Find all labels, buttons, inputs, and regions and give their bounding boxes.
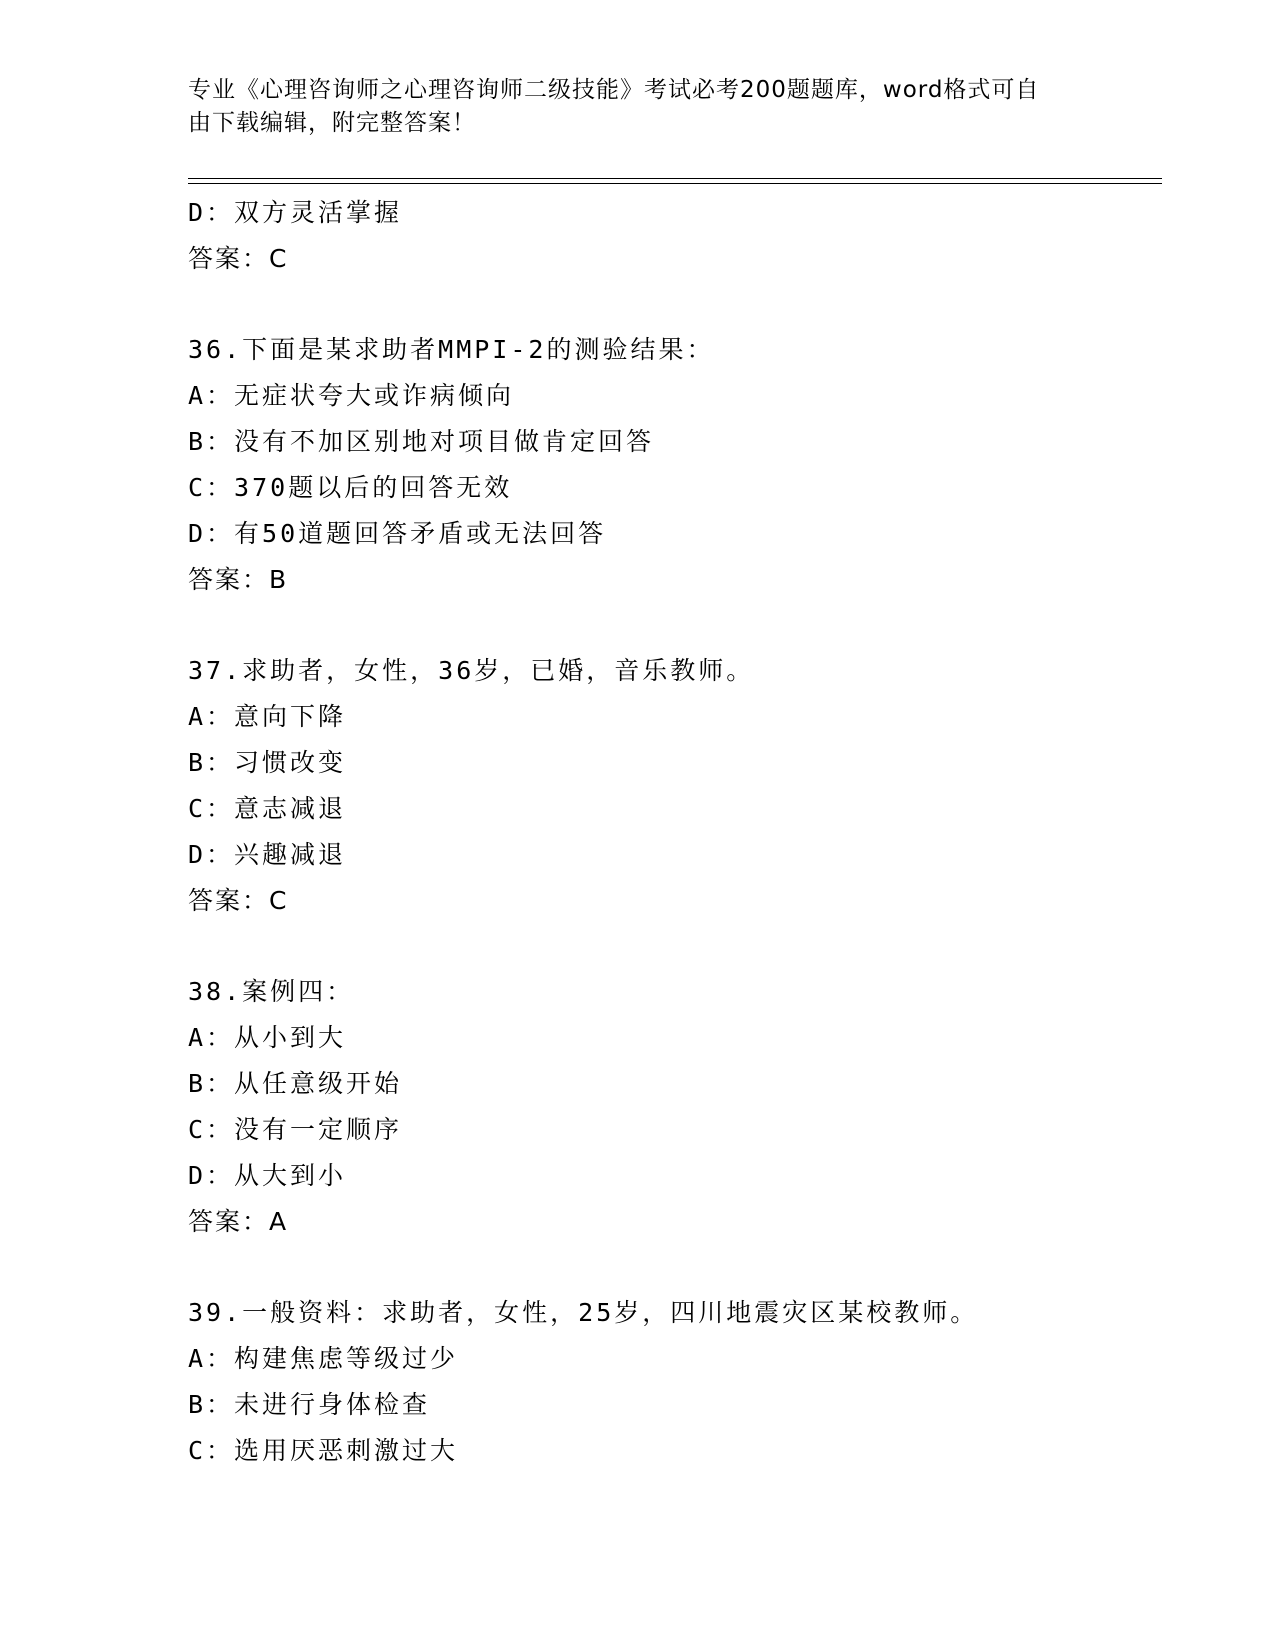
question-stem: 37.求助者，女性，36岁，已婚，音乐教师。 bbox=[188, 656, 755, 685]
spacer bbox=[188, 924, 1148, 969]
question-stem: 39.一般资料：求助者，女性，25岁，四川地震灾区某校教师。 bbox=[188, 1298, 979, 1327]
option-b: B：没有不加区别地对项目做肯定回答 bbox=[188, 427, 655, 456]
option-d: D：从大到小 bbox=[188, 1161, 347, 1190]
header-divider-top bbox=[188, 178, 1162, 179]
option-b: B：从任意级开始 bbox=[188, 1069, 403, 1098]
question-37 bbox=[188, 648, 1148, 924]
option-a: A：构建焦虑等级过少 bbox=[188, 1344, 459, 1373]
header-line-1: 专业《心理咨询师之心理咨询师二级技能》考试必考200题题库，word格式可自 bbox=[188, 77, 1040, 103]
question-stem: 38.案例四： bbox=[188, 977, 355, 1006]
answer: 答案：C bbox=[188, 886, 289, 915]
option-a: A：意向下降 bbox=[188, 702, 347, 731]
spacer bbox=[188, 282, 1148, 327]
question-list bbox=[188, 190, 1148, 1474]
spacer bbox=[188, 603, 1148, 648]
document-header bbox=[188, 74, 1088, 140]
header-divider-bottom bbox=[188, 183, 1162, 184]
answer: 答案：A bbox=[188, 1207, 289, 1236]
option-d: D：有50道题回答矛盾或无法回答 bbox=[188, 519, 607, 548]
option-c: C：意志减退 bbox=[188, 794, 347, 823]
answer: 答案：B bbox=[188, 565, 289, 594]
option-a: A：从小到大 bbox=[188, 1023, 347, 1052]
header-line-2: 由下载编辑，附完整答案！ bbox=[188, 110, 476, 136]
option-c: C：370题以后的回答无效 bbox=[188, 473, 513, 502]
option-d: D：兴趣减退 bbox=[188, 840, 347, 869]
question-stem: 36.下面是某求助者MMPI-2的测验结果： bbox=[188, 335, 715, 364]
question-36 bbox=[188, 327, 1148, 603]
option-b: B：习惯改变 bbox=[188, 748, 347, 777]
option-c: C：选用厌恶刺激过大 bbox=[188, 1436, 459, 1465]
question-39 bbox=[188, 1290, 1148, 1474]
option-a: A：无症状夸大或诈病倾向 bbox=[188, 381, 515, 410]
option-b: B：未进行身体检查 bbox=[188, 1390, 431, 1419]
option-c: C：没有一定顺序 bbox=[188, 1115, 403, 1144]
option-d: D：双方灵活掌握 bbox=[188, 198, 403, 227]
answer: 答案：C bbox=[188, 244, 289, 273]
spacer bbox=[188, 1245, 1148, 1290]
question-38 bbox=[188, 969, 1148, 1245]
